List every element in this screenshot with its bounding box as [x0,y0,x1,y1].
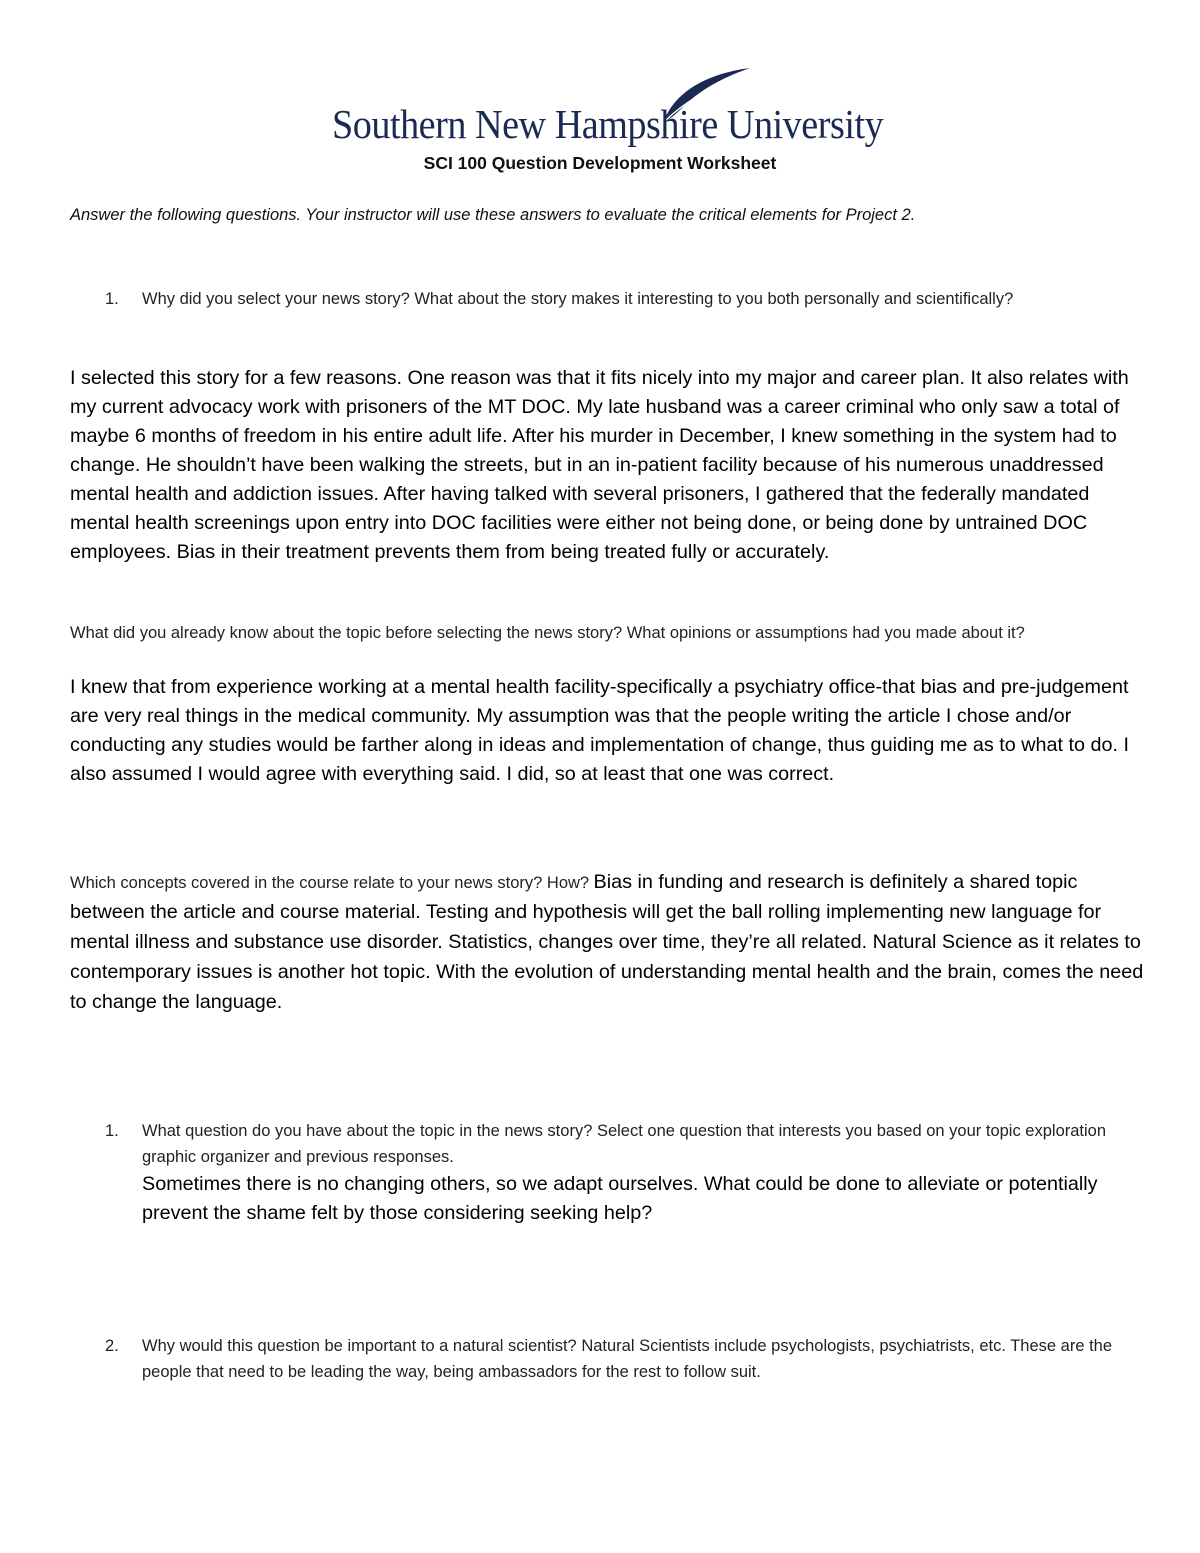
question-5 [105,1333,1145,1385]
answer-5: Natural Scientists include psychologists, psychiatrists, etc. These are the people that need to be leading the way, being ambassadors for the rest to follow suit. [142,1337,1113,1381]
instructions: Answer the following questions. Your instructor will use these answers to evaluate the critical elements for Project 2. [70,206,916,224]
question-number: 1. [105,290,119,308]
page-title: SCI 100 Question Development Worksheet [423,153,777,173]
logo-wordmark: Southern New Hampshire University [332,101,884,147]
question-number: 2. [105,1337,119,1355]
question-2: What did you already know about the topic before selecting the news story? What opinions or assumptions had you made about it? [70,624,1025,642]
question-text [142,1333,1142,1385]
question-3-block [70,868,1145,1018]
question-4 [105,1118,1135,1170]
university-logo [332,66,884,156]
question-text: Why did you select your news story? What about the story makes it interesting to you both personally and scientifically? [142,290,1014,308]
question-3: Which concepts covered in the course relate to your news story? How? [70,874,590,892]
question-5-prompt: Why would this question be important to a natural scientist? [142,1337,577,1355]
answer-4: Sometimes there is no changing others, so we adapt ourselves. What could be done to alleviate or potentially prevent the shame felt by those considering seeking help? [142,1173,1098,1224]
answer-1: I selected this story for a few reasons. One reason was that it fits nicely into my major and career plan. It also relates with my current advocacy work with prisoners of the MT DOC. My late husband was a career criminal who only saw a total of maybe 6 months of freedom in his entire adult life. After his murder in December, I knew something in the system had to change. He shouldn’t have been walking the streets, but in an in-patient facility because of his numerous unaddressed mental health and addiction issues. After having talked with several prisoners, I gathered that the federally mandated mental health screenings upon entry into DOC facilities were either not being done, or being done by untrained DOC employees. Bias in their treatment prevents them from being treated fully or accurately. [70,367,1129,563]
answer-2: I knew that from experience working at a mental health facility-specifically a psychiatry office-that bias and pre-judgement are very real things in the medical community. My assumption was that the people writing the article I chose and/or conducting any studies would be farther along in ideas and implementation of change, thus guiding me as to what to do. I also assumed I would agree with everything said. I did, so at least that one was correct. [70,676,1129,785]
question-text: What question do you have about the topic in the news story? Select one question that interests you based on your topic exploration graphic organizer and previous responses. [142,1122,1107,1166]
question-number: 1. [105,1122,119,1140]
answer-3: Bias in funding and research is definitely a shared topic between the article and course material. Testing and hypothesis will get the ball rolling implementing new language for mental illness and substance use disorder. Statistics, changes over time, they’re all related. Natural Science as it relates to contemporary issues is another hot topic. With the evolution of understanding mental health and the brain, comes the need to change the language. [70,871,1144,1013]
question-1 [105,286,1105,312]
